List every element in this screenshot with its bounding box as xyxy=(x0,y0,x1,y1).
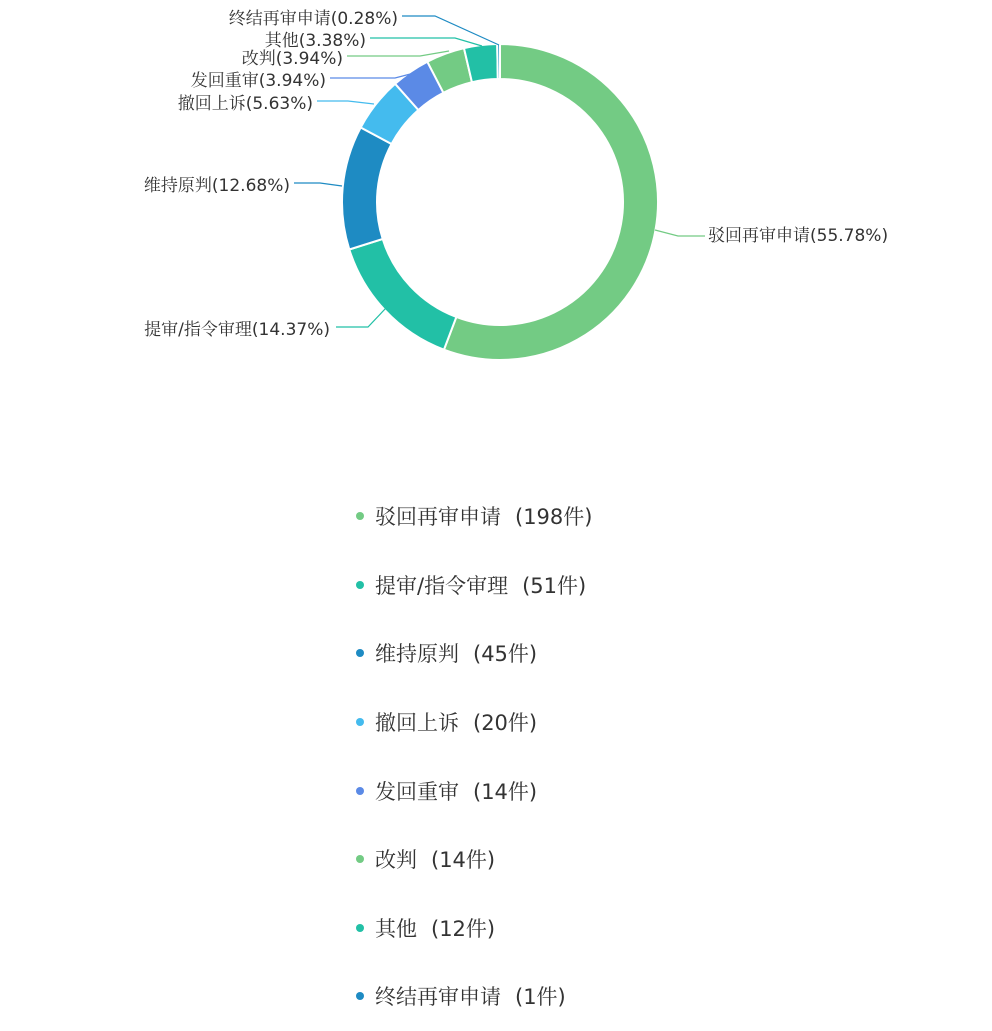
slice-label: 维持原判(12.68%) xyxy=(143,176,290,196)
leader-line xyxy=(347,51,449,56)
legend-count: (1件) xyxy=(515,985,566,1010)
legend-dot-icon xyxy=(356,787,364,795)
slice-label: 发回重审(3.94%) xyxy=(190,71,326,91)
legend-count: (51件) xyxy=(522,573,587,598)
legend-dot-icon xyxy=(356,718,364,726)
legend-count: (14件) xyxy=(431,848,496,873)
legend xyxy=(356,482,916,1031)
leader-line xyxy=(370,38,482,46)
leader-line xyxy=(655,230,705,236)
slice-label: 驳回再审申请(55.78%) xyxy=(708,226,889,246)
legend-count: (45件) xyxy=(473,642,538,667)
donut-slice[interactable] xyxy=(497,44,500,79)
donut-slice[interactable] xyxy=(444,44,658,360)
slices-layer xyxy=(342,44,658,360)
legend-label: 其他 xyxy=(375,916,417,941)
legend-label: 驳回再审申请 xyxy=(375,505,501,530)
leader-line xyxy=(402,16,499,45)
leader-line xyxy=(294,183,342,186)
legend-label: 发回重审 xyxy=(375,779,459,804)
legend-item[interactable] xyxy=(356,619,916,688)
legend-item[interactable] xyxy=(356,894,916,963)
donut-slice[interactable] xyxy=(349,239,456,350)
legend-dot-icon xyxy=(356,581,364,589)
legend-dot-icon xyxy=(356,924,364,932)
legend-count: (12件) xyxy=(431,916,496,941)
legend-item[interactable] xyxy=(356,962,916,1031)
legend-label: 撤回上诉 xyxy=(375,711,459,736)
leader-line xyxy=(317,101,374,104)
legend-item[interactable] xyxy=(356,688,916,757)
legend-count: (198件) xyxy=(515,505,593,530)
legend-label: 维持原判 xyxy=(375,642,459,667)
leader-line xyxy=(336,308,386,327)
legend-label: 终结再审申请 xyxy=(375,985,501,1010)
slice-label: 其他(3.38%) xyxy=(264,31,366,51)
legend-item[interactable] xyxy=(356,756,916,825)
donut-slice[interactable] xyxy=(342,127,392,249)
legend-dot-icon xyxy=(356,649,364,657)
legend-label: 提审/指令审理 xyxy=(375,573,509,598)
legend-dot-icon xyxy=(356,855,364,863)
legend-count: (20件) xyxy=(473,711,538,736)
legend-count: (14件) xyxy=(473,779,538,804)
legend-label: 改判 xyxy=(375,848,417,873)
slice-label: 改判(3.94%) xyxy=(241,49,343,69)
legend-dot-icon xyxy=(356,512,364,520)
legend-item[interactable] xyxy=(356,551,916,620)
slice-label: 终结再审申请(0.28%) xyxy=(228,9,398,29)
slice-label: 撤回上诉(5.63%) xyxy=(177,94,313,114)
legend-dot-icon xyxy=(356,992,364,1000)
slice-label: 提审/指令审理(14.37%) xyxy=(144,320,330,340)
legend-item[interactable] xyxy=(356,825,916,894)
legend-item[interactable] xyxy=(356,482,916,551)
donut-chart xyxy=(0,0,992,430)
